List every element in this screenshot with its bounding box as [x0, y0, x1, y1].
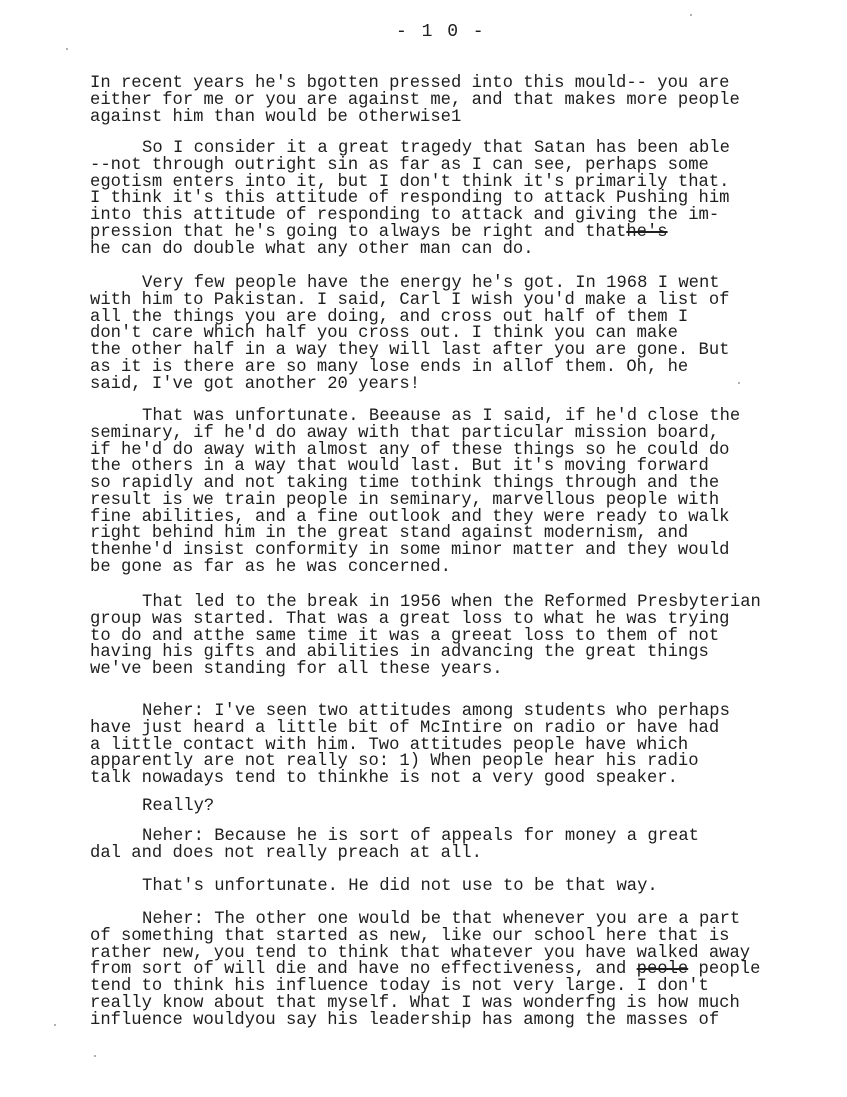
- line-text: so rapidly and not taking time tothink things through and the: [90, 474, 720, 493]
- paragraph: [90, 76, 740, 126]
- line-text: That was unfortunate. Beeause as I said, if he'd close the: [142, 407, 741, 426]
- line-text: talk nowadays tend to thinkhe is not a very good speaker.: [90, 769, 678, 788]
- line-text: pression that he's going to always be right and that: [90, 222, 627, 242]
- line-text: from sort of will die and have no effectiveness, and: [90, 960, 637, 980]
- text-line: [90, 374, 729, 394]
- line-text: --not through outright sin as far as I can see, perhaps some: [90, 155, 709, 175]
- line-text: don't care which half you cross out. I think you can make: [90, 324, 678, 344]
- paragraph: [90, 409, 740, 577]
- scan-speck: [690, 14, 692, 16]
- line-text: group was started. That was a great loss to what he was trying: [90, 609, 730, 629]
- line-text: right behind him in the great stand against modernism, and: [90, 524, 689, 544]
- paragraph: [90, 829, 699, 863]
- line-text: influence wouldyou say his leadership has among the masses of: [90, 1010, 720, 1030]
- scan-speck: [66, 48, 68, 50]
- text-line: [90, 771, 730, 788]
- line-text: as it is there are so many lose ends in allof them. Oh, he: [90, 357, 689, 377]
- text-line: [90, 239, 730, 259]
- text-line: [90, 557, 740, 577]
- text-line: [90, 799, 214, 816]
- line-text: tend to think his influence today is not very large. I don't: [90, 977, 709, 996]
- line-text: fine abilities, and a fine outlook and they were ready to walk: [90, 507, 730, 527]
- line-text: So I consider it a great tragedy that Satan has been able: [142, 139, 730, 158]
- line-text: a little contact with him. Two attitudes people have which: [90, 735, 689, 755]
- line-text: to do and atthe same time it was a greeat loss to them of not: [90, 626, 720, 646]
- line-text: of something that started as new, like our school here that is: [90, 926, 730, 946]
- line-text: with him to Pakistan. I said, Carl I wish you'd make a list of: [90, 290, 730, 310]
- line-text: That led to the break in 1956 when the Reformed Presbyterian: [142, 593, 761, 612]
- line-text-continued: people: [688, 960, 761, 980]
- page-number: - 1 0 -: [396, 22, 486, 42]
- line-text: either for me or you are against me, and that makes more people: [90, 90, 740, 110]
- line-text: apparently are not really so: 1) When people hear his radio: [90, 752, 699, 772]
- line-text: really know about that myself. What I was wonderfng is how much: [90, 993, 740, 1013]
- line-text: against him than would be otherwise1: [90, 107, 462, 127]
- text-line: [90, 843, 699, 863]
- line-text: the others in a way that would last. But it's moving forward: [90, 457, 709, 477]
- line-text: be gone as far as he was concerned.: [90, 557, 451, 577]
- line-text: Neher: I've seen two attitudes among students who perhaps: [142, 702, 730, 721]
- paragraph: [90, 141, 730, 258]
- paragraph: [90, 704, 730, 788]
- paragraph: [90, 799, 214, 816]
- line-text: Very few people have the energy he's got. In 1968 I went: [142, 274, 720, 293]
- paragraph: [90, 912, 760, 1029]
- line-text: Really?: [142, 797, 215, 816]
- paragraph: [90, 595, 761, 679]
- line-text: have just heard a little bit of McIntire on radio or have had: [90, 718, 720, 738]
- line-text: In recent years he's bgotten pressed into this mould-- you are: [90, 74, 730, 93]
- line-text: I think it's this attitude of responding to attack Pushing him: [90, 189, 730, 209]
- line-text: rather new, you tend to think that whatever you have walked away: [90, 943, 751, 963]
- line-text: said, I've got another 20 years!: [90, 374, 421, 394]
- text-line: [90, 662, 761, 679]
- line-text: if he'd do away with almost any of these things so he could do: [90, 440, 730, 460]
- struck-text: peole: [636, 960, 689, 980]
- line-text: result is we train people in seminary, marvellous people with: [90, 490, 720, 510]
- struck-text: he's: [626, 222, 668, 242]
- line-text: That's unfortunate. He did not use to be that way.: [142, 877, 658, 896]
- text-line: [90, 1010, 760, 1030]
- line-text: thenhe'd insist conformity in some minor matter and they would: [90, 541, 730, 560]
- paragraph: [90, 879, 658, 896]
- line-text: all the things you are doing, and cross out half of them I: [90, 307, 689, 327]
- line-text: dal and does not really preach at all.: [90, 843, 482, 863]
- line-text: the other half in a way they will last after you are gone. But: [90, 341, 730, 360]
- line-text: he can do double what any other man can do.: [90, 239, 534, 259]
- line-text: egotism enters into it, but I don't think it's primarily that.: [90, 172, 730, 192]
- line-text: Neher: The other one would be that whenever you are a part: [142, 910, 741, 929]
- line-text: having his gifts and abilities in advancing the great things: [90, 643, 709, 663]
- scan-speck: [54, 1024, 56, 1026]
- scan-speck: [94, 1055, 96, 1057]
- text-line: [90, 107, 740, 127]
- text-line: [90, 879, 658, 896]
- line-text: into this attitude of responding to attack and giving the im-: [90, 206, 720, 225]
- paragraph: [90, 276, 729, 393]
- line-text: Neher: Because he is sort of appeals for money a great: [142, 827, 699, 846]
- line-text: seminary, if he'd do away with that particular mission board,: [90, 423, 720, 443]
- line-text: we've been standing for all these years.: [90, 660, 503, 679]
- scan-speck: [738, 382, 740, 384]
